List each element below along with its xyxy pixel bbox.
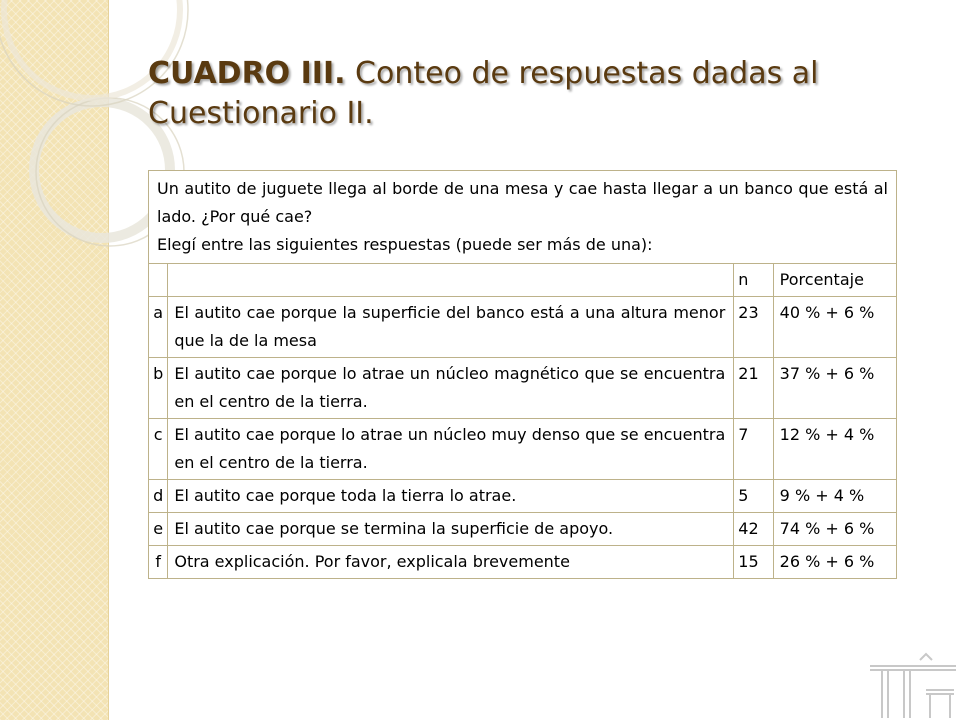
row-letter: f — [149, 546, 168, 579]
title-bold-part: CUADRO III. — [148, 56, 346, 91]
row-percentage: 26 % + 6 % — [773, 546, 896, 579]
row-letter: c — [149, 419, 168, 480]
header-percentage: Porcentaje — [773, 264, 896, 297]
row-percentage: 74 % + 6 % — [773, 513, 896, 546]
row-description: El autito cae porque se termina la superficie de apoyo. — [168, 513, 734, 546]
row-n: 5 — [734, 480, 773, 513]
desk-chair-logo-icon — [868, 652, 958, 720]
table-row — [149, 546, 897, 579]
row-percentage: 12 % + 4 % — [773, 419, 896, 480]
row-percentage: 40 % + 6 % — [773, 297, 896, 358]
row-n: 23 — [734, 297, 773, 358]
table-row — [149, 480, 897, 513]
row-percentage: 9 % + 4 % — [773, 480, 896, 513]
header-description — [168, 264, 734, 297]
row-description: Otra explicación. Por favor, explicala brevemente — [168, 546, 734, 579]
header-letter — [149, 264, 168, 297]
header-n: n — [734, 264, 773, 297]
row-n: 7 — [734, 419, 773, 480]
title-rest-part: Conteo de respuestas dadas al Cuestionario II. — [148, 56, 819, 131]
responses-table — [148, 170, 897, 579]
row-description: El autito cae porque lo atrae un núcleo muy denso que se encuentra en el centro de la tierra. — [168, 419, 734, 480]
row-description: El autito cae porque lo atrae un núcleo magnético que se encuentra en el centro de la tierra. — [168, 358, 734, 419]
row-percentage: 37 % + 6 % — [773, 358, 896, 419]
page-title — [148, 54, 928, 134]
row-n: 42 — [734, 513, 773, 546]
table-row — [149, 358, 897, 419]
row-letter: a — [149, 297, 168, 358]
question-instruction: Elegí entre las siguientes respuestas (puede ser más de una): — [157, 235, 653, 254]
table-row — [149, 297, 897, 358]
row-letter: b — [149, 358, 168, 419]
table-row — [149, 513, 897, 546]
row-n: 21 — [734, 358, 773, 419]
question-cell — [149, 171, 897, 264]
row-letter: d — [149, 480, 168, 513]
question-text: Un autito de juguete llega al borde de una mesa y cae hasta llegar a un banco que está al lado. ¿Por qué cae? — [157, 179, 888, 226]
table-row — [149, 419, 897, 480]
row-letter: e — [149, 513, 168, 546]
row-description: El autito cae porque toda la tierra lo atrae. — [168, 480, 734, 513]
row-n: 15 — [734, 546, 773, 579]
row-description: El autito cae porque la superficie del banco está a una altura menor que la de la mesa — [168, 297, 734, 358]
question-row — [149, 171, 897, 264]
header-row — [149, 264, 897, 297]
